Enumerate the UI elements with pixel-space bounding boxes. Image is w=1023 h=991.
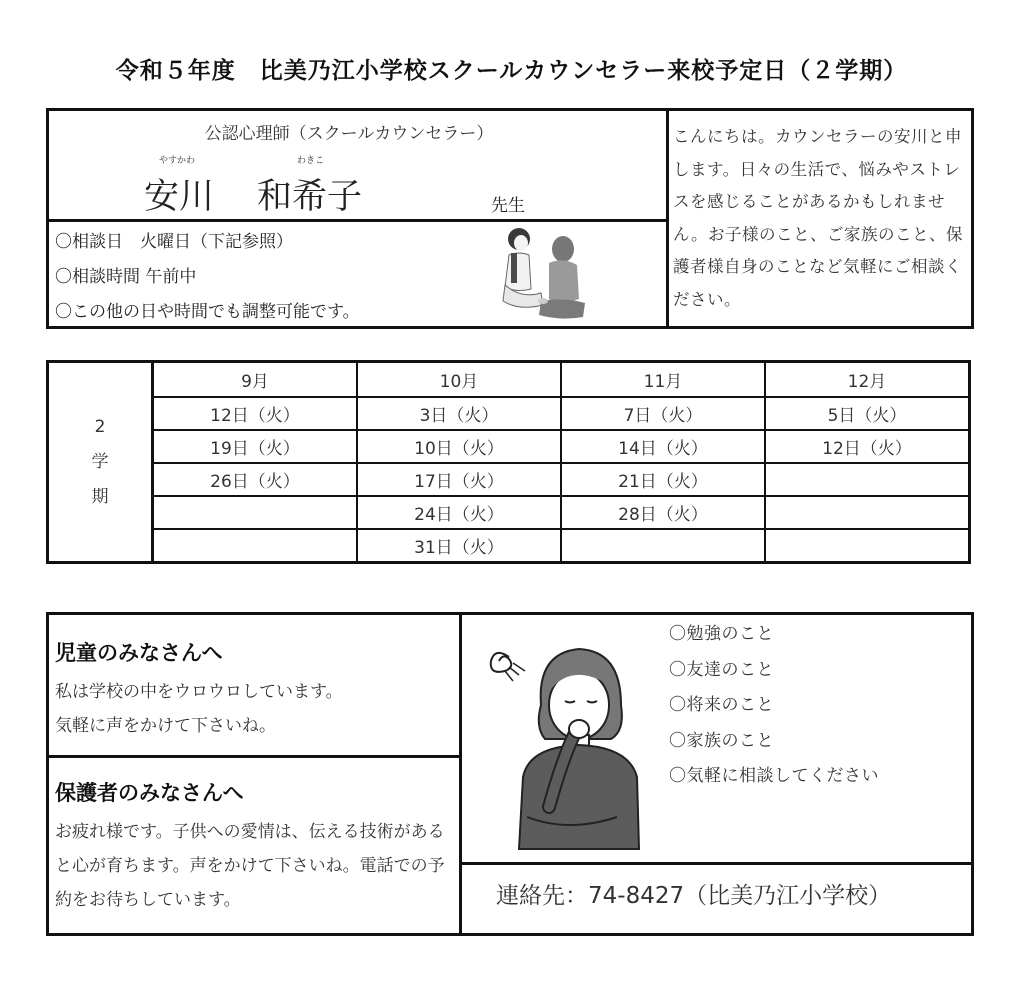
date-cell (765, 529, 970, 563)
family-name-ruby: やすかわ (159, 156, 196, 166)
date-cell: 12日（火） (153, 397, 358, 430)
date-cell: 14日（火） (561, 430, 765, 463)
month-header: 10月 (357, 362, 561, 398)
divider (49, 219, 666, 222)
consult-day: 〇相談日 火曜日（下記参照） (55, 232, 293, 252)
greeting-text: こんにちは。カウンセラーの安川と申します。日々の生活で、悩みやストレスを感じることがあるかもしれません。お子様のこと、ご家族のこと、保護者様自身のことなど気軽にご相談ください。 (673, 127, 963, 309)
topic-list (669, 619, 879, 797)
month-header: 12月 (765, 362, 970, 398)
date-cell: 21日（火） (561, 463, 765, 496)
date-cell: 31日（火） (357, 529, 561, 563)
list-item: 〇勉強のこと (669, 624, 774, 644)
date-cell: 7日（火） (561, 397, 765, 430)
list-item: 〇友達のこと (669, 659, 774, 680)
list-item: 〇将来のこと (669, 695, 774, 715)
page-title: 令和５年度 比美乃江小学校スクールカウンセラー来校予定日（２学期） (115, 58, 908, 84)
date-cell: 10日（火） (357, 430, 561, 463)
honorific: 先生 (491, 196, 525, 216)
counseling-illustration-icon (497, 227, 587, 322)
divider (459, 615, 462, 933)
children-heading: 児童のみなさんへ (55, 641, 223, 665)
date-cell: 3日（火） (357, 397, 561, 430)
date-cell: 28日（火） (561, 496, 765, 529)
divider (462, 862, 971, 865)
list-item: 〇家族のこと (669, 730, 774, 751)
list-item: 〇気軽に相談してください (669, 766, 879, 786)
term-label-part: 2 (94, 416, 106, 437)
counselor-box (46, 108, 974, 329)
date-cell (153, 529, 358, 563)
date-cell: 17日（火） (357, 463, 561, 496)
divider (666, 111, 669, 326)
table-row (48, 529, 970, 563)
date-cell: 24日（火） (357, 496, 561, 529)
term-label-part: 学 (91, 451, 109, 472)
table-row (48, 496, 970, 529)
date-cell (561, 529, 765, 563)
schedule-table (46, 360, 971, 564)
date-cell (153, 496, 358, 529)
counselor-given-name: 和希子 (257, 177, 363, 217)
children-line: 私は学校の中をウロウロしています。 (55, 682, 343, 702)
date-cell: 26日（火） (153, 463, 358, 496)
divider (49, 755, 459, 758)
consult-time: 〇相談時間 午前中 (55, 267, 197, 287)
counselor-role: 公認心理師（スクールカウンセラー） (204, 124, 494, 144)
date-cell (765, 496, 970, 529)
thinking-woman-illustration-icon (479, 627, 649, 852)
table-row (48, 397, 970, 430)
counselor-family-name: 安川 (144, 177, 215, 217)
date-cell (765, 463, 970, 496)
date-cell: 19日（火） (153, 430, 358, 463)
month-header: 11月 (561, 362, 765, 398)
children-message (55, 675, 455, 743)
contact-info: 連絡先：74-8427（比美乃江小学校） (496, 883, 892, 909)
term-label-part: 期 (91, 486, 109, 507)
parents-message: お疲れ様です。子供への愛情は、伝える技術があると心が育ちます。声をかけて下さいね。電話での予約をお待ちしています。 (55, 822, 445, 910)
given-name-ruby: わきこ (297, 156, 325, 166)
consult-other: 〇この他の日や時間でも調整可能です。 (55, 302, 360, 322)
date-cell: 5日（火） (765, 397, 970, 430)
children-line: 気軽に声をかけて下さいね。 (55, 716, 276, 736)
messages-box (46, 612, 974, 936)
term-label (48, 362, 153, 563)
date-cell: 12日（火） (765, 430, 970, 463)
month-header: 9月 (153, 362, 358, 398)
table-row (48, 430, 970, 463)
parents-heading: 保護者のみなさんへ (55, 781, 244, 805)
table-row (48, 463, 970, 496)
